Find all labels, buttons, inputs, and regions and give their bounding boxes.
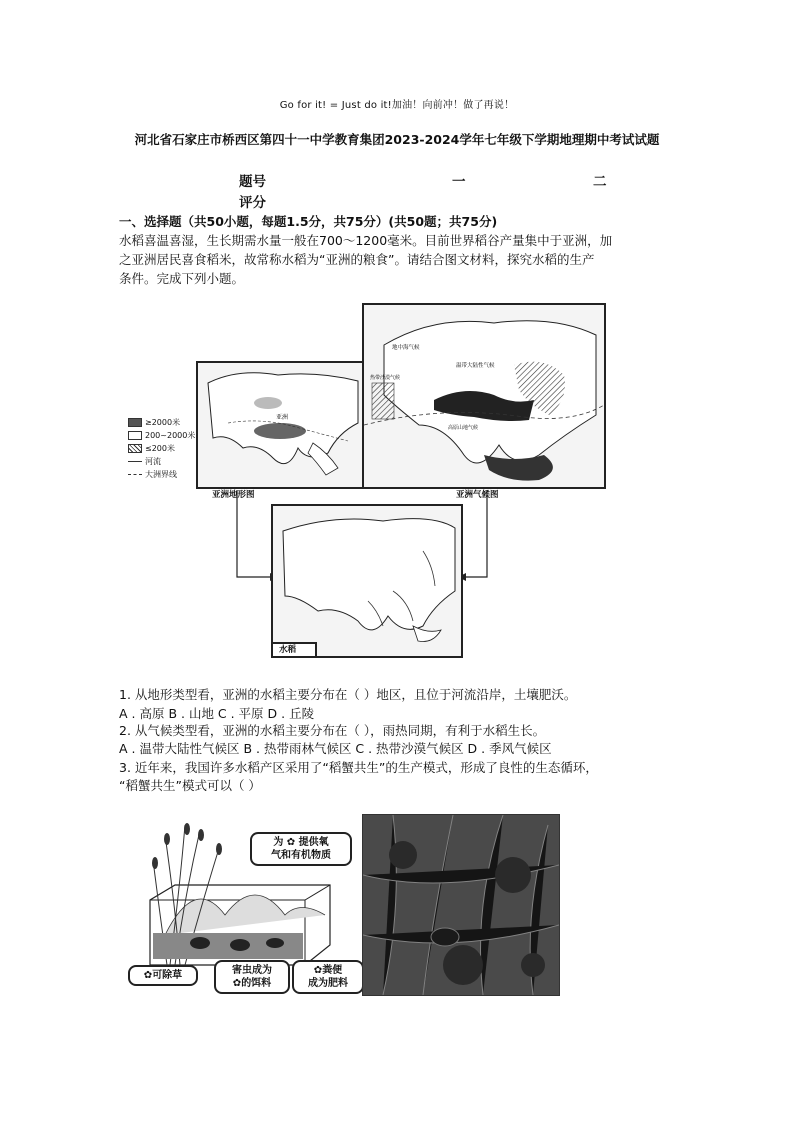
crab-icon: ✿: [313, 965, 323, 976]
intro-line-3: 条件。完成下列小题。: [119, 271, 245, 286]
legend-item-boundary: 大洲界线: [128, 468, 195, 481]
bubble-manure: ✿粪便 成为肥料: [292, 960, 364, 994]
intro-line-1: 水稻喜温喜湿，生长期需水量一般在700～1200毫米。目前世界稻谷产量集中于亚洲，加: [119, 233, 613, 248]
legend-item-river: 河流: [128, 455, 195, 468]
map-legend: [128, 416, 195, 481]
section-heading: 一、选择题（共50小题，每题1.5分，共75分）(共50题；共75分): [119, 214, 498, 229]
question-2-options: A . 温带大陆性气候区 B . 热带雨林气候区 C . 热带沙漠气候区 D . 季风气候区: [119, 741, 552, 756]
score-table-row-label: 题号: [239, 174, 266, 190]
score-table-col-1: 一: [452, 174, 466, 190]
question-2-stem: 2. 从气候类型看，亚洲的水稻主要分布在（ ），雨热同期，有利于水稻生长。: [119, 723, 546, 738]
topographic-map-label: 亚洲地形图: [212, 490, 255, 500]
asia-topographic-map: [196, 361, 366, 489]
question-1-options: A . 高原 B . 山地 C . 平原 D . 丘陵: [119, 706, 315, 721]
legend-swatch-low: [128, 444, 142, 453]
climate-label-continental: 温带大陆性气候: [456, 363, 495, 369]
asia-rice-map-drawing: [273, 506, 461, 656]
asia-rice-map: [271, 504, 463, 658]
legend-swatch-high: [128, 418, 142, 427]
crab-icon: ✿: [143, 970, 153, 981]
question-3-stem-continued: “稻蟹共生”模式可以（ ）: [119, 778, 261, 793]
climate-label-mediterranean: 地中海气候: [392, 345, 420, 351]
legend-item-mid: 200~2000米: [128, 429, 195, 442]
legend-item-low: ≤200米: [128, 442, 195, 455]
climate-label-plateau: 高原山地气候: [448, 425, 479, 431]
climate-label-desert: 热带沙漠气候: [370, 375, 401, 381]
legend-swatch-mid: [128, 431, 142, 440]
score-table-score-label: 评分: [239, 195, 266, 211]
rice-crab-photo: [362, 814, 560, 996]
page-motto: Go for it! = Just do it!加油！向前冲！做了再说！: [279, 100, 515, 111]
score-table-col-2: 二: [593, 174, 607, 190]
crab-icon: ✿: [286, 837, 296, 848]
bubble-weeding: ✿可除草: [128, 965, 198, 986]
bubble-pest-food: 害虫成为 ✿的饵料: [214, 960, 290, 994]
question-1-stem: 1. 从地形类型看，亚洲的水稻主要分布在（ ）地区，且位于河流沿岸，土壤肥沃。: [119, 687, 577, 702]
climate-map-label: 亚洲气候图: [456, 490, 499, 500]
asia-topographic-map-drawing: [198, 363, 364, 487]
svg-text:亚洲: 亚洲: [276, 414, 289, 421]
exam-title: 河北省石家庄市桥西区第四十一中学教育集团2023-2024学年七年级下学期地理期中考试试题: [134, 132, 660, 147]
asia-climate-map: [362, 303, 606, 489]
rice-crab-photo-drawing: [363, 815, 559, 995]
legend-item-high: ≥2000米: [128, 416, 195, 429]
intro-line-2: 之亚洲居民喜食稻米，故常称水稻为“亚洲的粮食”。请结合图文材料，探究水稻的生产: [119, 252, 595, 267]
question-3-stem: 3. 近年来，我国许多水稻产区采用了“稻蟹共生”的生产模式，形成了良性的生态循环，: [119, 760, 598, 775]
asia-climate-map-drawing: [364, 305, 604, 487]
bubble-oxygen: 为 ✿ 提供氧 气和有机物质: [250, 832, 352, 866]
rice-map-label: 水稻: [273, 642, 317, 656]
crab-icon: ✿: [232, 978, 242, 989]
